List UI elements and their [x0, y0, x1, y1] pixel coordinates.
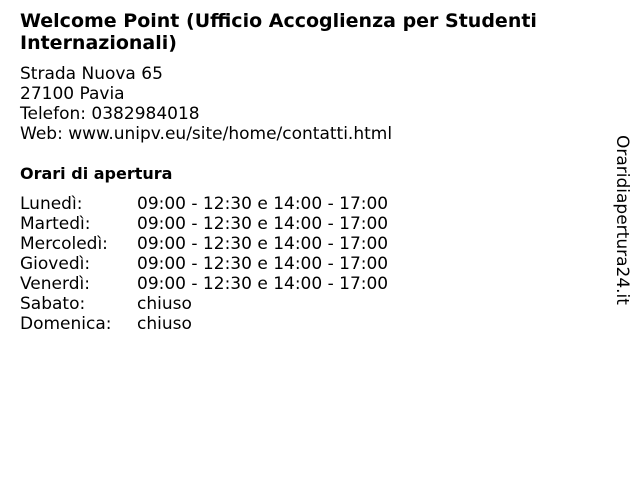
site-brand-watermark: Oraridiapertura24.it [612, 135, 632, 305]
opening-hours-heading: Orari di apertura [20, 164, 173, 183]
day-label: Mercoledì: [20, 234, 108, 254]
day-label: Giovedì: [20, 254, 91, 274]
business-title: Welcome Point (Ufficio Accoglienza per Studenti Internazionali) [20, 10, 537, 54]
day-hours: 09:00 - 12:30 e 14:00 - 17:00 [137, 214, 389, 234]
address-block [20, 64, 392, 144]
day-label: Lunedì: [20, 194, 83, 214]
day-hours: 09:00 - 12:30 e 14:00 - 17:00 [137, 274, 389, 294]
day-hours: 09:00 - 12:30 e 14:00 - 17:00 [137, 194, 389, 214]
opening-hours-table [20, 194, 388, 334]
hours-row-monday [20, 194, 388, 214]
day-hours: 09:00 - 12:30 e 14:00 - 17:00 [137, 254, 389, 274]
day-hours: 09:00 - 12:30 e 14:00 - 17:00 [137, 234, 389, 254]
day-label: Martedì: [20, 214, 91, 234]
day-label: Domenica: [20, 314, 112, 334]
day-hours: chiuso [137, 314, 192, 334]
website-link: Web: www.unipv.eu/site/home/contatti.html [20, 124, 393, 144]
day-label: Venerdì: [20, 274, 90, 294]
hours-row-sunday [20, 314, 388, 334]
postal-city: 27100 Pavia [20, 84, 125, 104]
phone-number: Telefon: 0382984018 [20, 104, 200, 124]
hours-row-wednesday [20, 234, 388, 254]
hours-row-saturday [20, 294, 388, 314]
hours-row-friday [20, 274, 388, 294]
day-label: Sabato: [20, 294, 86, 314]
hours-row-thursday [20, 254, 388, 274]
street-address: Strada Nuova 65 [20, 64, 163, 84]
day-hours: chiuso [137, 294, 192, 314]
hours-row-tuesday [20, 214, 388, 234]
